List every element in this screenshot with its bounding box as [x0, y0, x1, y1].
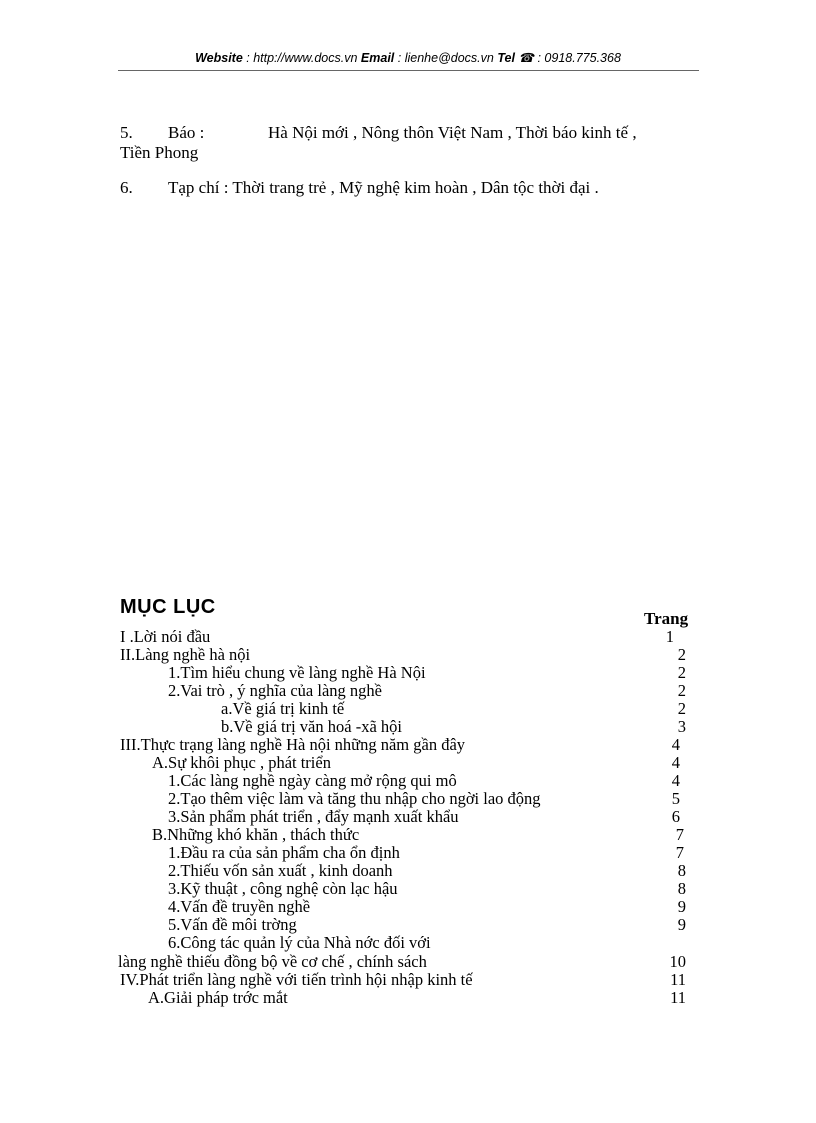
reference-item-5 — [120, 123, 700, 163]
email-value: : lienhe@docs.vn — [397, 51, 494, 65]
toc-entry-page: 7 — [675, 843, 684, 862]
reference-item-6 — [120, 178, 599, 198]
toc-entry-text: 2.Tạo thêm việc làm và tăng thu nhập cho ngời lao động — [168, 789, 541, 808]
reference-number: 5. — [120, 123, 133, 142]
toc-entry — [0, 772, 816, 790]
toc-entry — [0, 880, 816, 898]
toc-entry-text: làng nghề thiếu đồng bộ về cơ chế , chính sách — [118, 952, 427, 971]
website-value: : http://www.docs.vn — [246, 51, 358, 65]
toc-entry-page: 10 — [669, 952, 686, 971]
phone-icon: ☎ — [518, 51, 534, 65]
header-divider — [118, 70, 699, 71]
toc-entry-page: 4 — [671, 771, 680, 790]
toc-entry-text: 4.Vấn đề truyền nghề — [168, 897, 311, 916]
toc-entry — [0, 808, 816, 826]
toc-entry — [0, 646, 816, 664]
toc-entry-page: 9 — [677, 915, 686, 934]
toc-entry-page: 4 — [671, 753, 680, 772]
toc-entry-page: 9 — [677, 897, 686, 916]
toc-entry — [0, 898, 816, 916]
toc-entry-text: I .Lời nói đầu — [120, 627, 211, 646]
toc-entry — [0, 718, 816, 736]
toc-entry — [0, 862, 816, 880]
toc-entry — [0, 754, 816, 772]
toc-entry-text: 1.Tìm hiểu chung về làng nghề Hà Nội — [168, 663, 426, 682]
toc-entry-text: 1.Đầu ra của sản phẩm cha ổn định — [168, 843, 400, 862]
toc-entry-text: 2.Thiếu vốn sản xuất , kinh doanh — [168, 861, 393, 880]
toc-entry-page: 2 — [677, 681, 686, 700]
toc-entry-page: 2 — [677, 699, 686, 718]
toc-entry — [0, 971, 816, 989]
toc-entry-text: A.Sự khôi phục , phát triển — [152, 753, 331, 772]
toc-entry-text: IV.Phát triển làng nghề với tiến trình hội nhập kinh tế — [120, 970, 473, 989]
toc-entry-page: 2 — [677, 645, 686, 664]
reference-label: Báo : — [168, 123, 205, 142]
toc-entry-text: 1.Các làng nghề ngày càng mở rộng qui mô — [168, 771, 457, 790]
toc-entry-page: 1 — [665, 627, 674, 646]
reference-text: Hà Nội mới , Nông thôn Việt Nam , Thời báo kinh tế , — [268, 123, 637, 142]
toc-entry-text: 6.Công tác quản lý của Nhà nớc đối với — [168, 933, 431, 952]
reference-text-continued: Tiền Phong — [120, 143, 199, 162]
toc-entry — [0, 700, 816, 718]
toc-entry — [0, 628, 816, 646]
toc-entry-text: II.Làng nghề hà nội — [120, 645, 251, 664]
toc-entry-text: b.Về giá trị văn hoá -xã hội — [221, 717, 402, 736]
reference-text: Tạp chí : Thời trang trẻ , Mỹ nghệ kim hoàn , Dân tộc thời đại . — [168, 178, 599, 197]
toc-entry-page: 11 — [670, 988, 686, 1007]
toc-entry-page: 6 — [671, 807, 680, 826]
toc-entry — [0, 953, 816, 971]
toc-entry-page: 8 — [677, 879, 686, 898]
reference-number: 6. — [120, 178, 133, 197]
tel-value: : 0918.775.368 — [537, 51, 621, 65]
website-label: Website — [195, 51, 243, 65]
toc-entry-page: 4 — [671, 735, 680, 754]
toc-entry-text: B.Những khó khăn , thách thức — [152, 825, 360, 844]
toc-entry-text: III.Thực trạng làng nghề Hà nội những năm gần đây — [120, 735, 466, 754]
toc-entry-text: A.Giải pháp trớc mắt — [148, 988, 288, 1007]
toc-entry-page: 7 — [675, 825, 684, 844]
toc-entry — [0, 844, 816, 862]
tel-label: Tel — [497, 51, 515, 65]
toc-entry-text: a.Về giá trị kinh tế — [221, 699, 345, 718]
toc-entry — [0, 736, 816, 754]
toc-entry-page: 5 — [671, 789, 680, 808]
toc-entry — [0, 916, 816, 934]
toc-entry-page: 11 — [670, 970, 686, 989]
toc-entry-text: 3.Kỹ thuật , công nghệ còn lạc hậu — [168, 879, 398, 898]
toc-entry-text: 3.Sản phẩm phát triển , đẩy mạnh xuất khẩu — [168, 807, 459, 826]
email-label: Email — [360, 51, 395, 65]
toc-entry — [0, 826, 816, 844]
toc-entry-page: 8 — [677, 861, 686, 880]
page-header — [118, 50, 698, 65]
toc-entry-text: 2.Vai trò , ý nghĩa của làng nghề — [168, 681, 382, 700]
toc-entry — [0, 934, 816, 952]
toc-page-column-header: Trang — [644, 609, 689, 628]
toc-title: MỤC LỤC — [120, 596, 216, 618]
toc-entry-page: 3 — [677, 717, 686, 736]
toc-entry-page: 2 — [677, 663, 686, 682]
toc-entry — [0, 790, 816, 808]
toc-entry — [0, 664, 816, 682]
toc-entry — [0, 989, 816, 1007]
toc-entry-text: 5.Vấn đề môi trờng — [168, 915, 297, 934]
toc-entry — [0, 682, 816, 700]
